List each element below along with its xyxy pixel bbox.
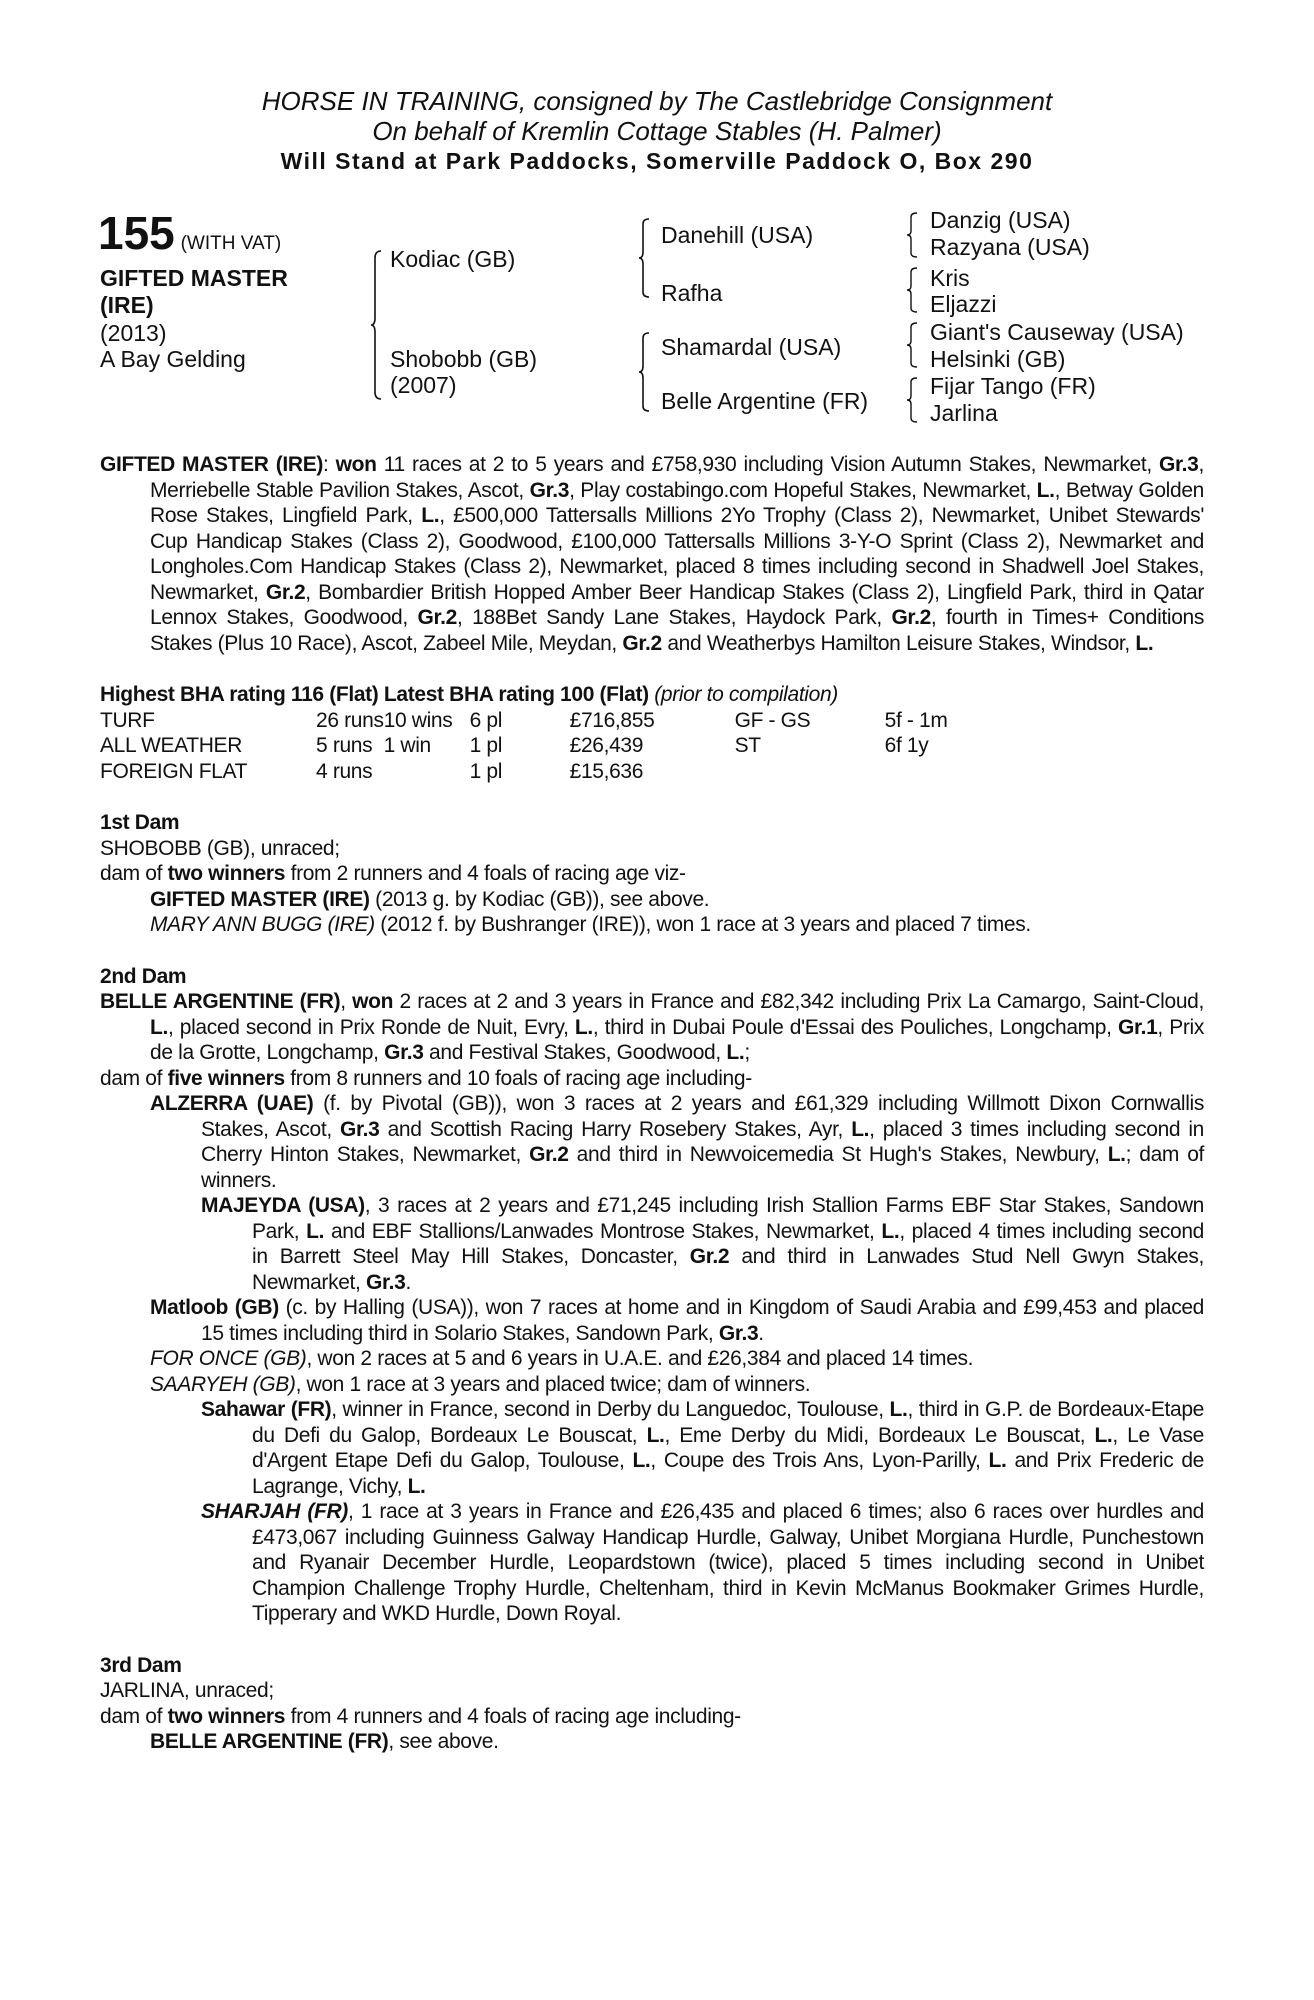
- dss: Giant's Causeway (USA): [930, 319, 1184, 345]
- text-run: , 1 race at 3 years in France and £26,435 and placed 6 times; also 6 races over hurdles and £473,067 including Guinness Galway Handicap Hurdle, Galway, Unibet Morgiana Hurdle, Punchestown and Ryanair December Hurdle, Leopardstown (twice), placed 5 times including second in Unibet Champion Challenge Trophy Hurdle, Cheltenham, third in Kevin McManus Bookmaker Grimes Hurdle, Tipperary and WKD Hurdle, Down Royal.: [252, 1500, 1204, 1625]
- stats-cell: 1 pl: [469, 759, 503, 783]
- brace-icon: [370, 250, 382, 400]
- text-run: , fourth in Times+ Conditions Stakes (Plus 10 Race), Ascot, Zabeel Mile, Meydan,: [150, 606, 1204, 655]
- stats-cell: 6 pl: [469, 708, 503, 732]
- text-run: from 2 runners and 4 foals of racing age viz-: [285, 862, 686, 885]
- brace-icon: [906, 267, 918, 313]
- dsd: Helsinki (GB): [930, 346, 1066, 372]
- sss: Danzig (USA): [930, 207, 1071, 233]
- text-run: , see above.: [388, 1730, 499, 1753]
- stats-row: [100, 733, 1005, 759]
- sire-sire: Danehill (USA): [661, 222, 814, 248]
- stats-cell: FOREIGN FLAT: [100, 759, 248, 783]
- text-run: (c. by Halling (USA)), won 7 races at home and in Kingdom of Saudi Arabia and £99,453 and placed 15 times including third in Solario Stakes, Sandown Park,: [201, 1296, 1204, 1345]
- text-run: , Le Vase d'Argent Etape Defi du Galop, Toulouse,: [252, 1423, 1205, 1472]
- dam-heading: 2nd Dam: [100, 964, 187, 988]
- brace-icon: [906, 212, 918, 258]
- stats-cell: £26,439: [569, 734, 644, 757]
- sire: Kodiac (GB): [390, 246, 516, 272]
- dam-year: (2007): [390, 372, 457, 398]
- text-run: Gr.2: [689, 1245, 730, 1268]
- text-run: SHOBOBB (GB), unraced;: [100, 836, 340, 860]
- dam-section: [100, 810, 1204, 938]
- text-run: , placed 3 times including second in Cherry Hinton Stakes, Newmarket,: [201, 1117, 1205, 1166]
- text-run: Gr.3: [339, 1117, 380, 1141]
- paragraph: [100, 1295, 1204, 1346]
- dam-section: [100, 964, 1204, 1627]
- text-run: .: [758, 1321, 764, 1345]
- text-run: from 8 runners and 10 foals of racing age including-: [284, 1066, 752, 1090]
- horse-country: (IRE): [100, 292, 154, 318]
- stats-row: [100, 759, 1005, 785]
- stats-cell: TURF: [100, 708, 155, 732]
- text-run: two winners: [167, 862, 286, 885]
- ddd: Jarlina: [930, 400, 998, 426]
- text-run: L.: [632, 1449, 651, 1472]
- sdd: Eljazzi: [930, 291, 997, 317]
- lot-number: 155: [98, 207, 175, 259]
- text-run: dam of: [100, 1704, 168, 1728]
- text-run: (prior to compilation): [648, 683, 838, 706]
- race-record: [100, 452, 1204, 708]
- stats-cell: [384, 759, 470, 785]
- paragraph: [100, 989, 1204, 1066]
- dam-section: [100, 1653, 1204, 1755]
- paragraph: [100, 452, 1204, 656]
- paragraph: [100, 1499, 1204, 1627]
- text-run: Highest BHA rating 116 (Flat) Latest BHA rating 100 (Flat): [100, 683, 649, 706]
- text-run: and Scottish Racing Harry Rosebery Stakes, Ayr,: [379, 1117, 852, 1141]
- brace-icon: [906, 377, 918, 423]
- text-run: GIFTED MASTER (IRE): [150, 887, 370, 911]
- text-run: dam of: [100, 862, 168, 885]
- text-run: dam of: [100, 1066, 168, 1090]
- text-run: and third in Newvoicemedia St Hugh's Stakes, Newbury,: [568, 1143, 1108, 1166]
- text-run: MAJEYDA (USA): [201, 1194, 365, 1217]
- text-run: (f. by Pivotal (GB)), won 3 races at 2 years and £61,329 including Willmott Dixon Cornwallis Stakes, Ascot,: [201, 1092, 1204, 1141]
- horse-description: A Bay Gelding: [100, 346, 246, 372]
- foaling-year: (2013): [100, 320, 167, 346]
- dam-heading: 1st Dam: [100, 811, 180, 834]
- paragraph: [100, 1678, 1204, 1704]
- consignment-title: HORSE IN TRAINING, consigned by The Castlebridge Consignment: [261, 86, 1053, 116]
- text-run: BELLE ARGENTINE (FR): [100, 990, 341, 1013]
- text-run: , won 1 race at 3 years and placed twice; dam of winners.: [295, 1372, 811, 1396]
- paragraph: [100, 836, 1204, 862]
- text-run: won: [335, 453, 377, 476]
- stats-cell: 1 win: [383, 734, 431, 757]
- text-run: , Coupe des Trois Ans, Lyon-Parilly,: [650, 1449, 989, 1472]
- stats-cell: ALL WEATHER: [100, 734, 243, 757]
- text-run: L.: [851, 1117, 870, 1141]
- paragraph: [100, 1397, 1204, 1499]
- stats-cell: 5 runs: [316, 734, 373, 757]
- text-run: , 3 races at 2 years and £71,245 including Irish Stallion Farms EBF Star Stakes, Sandown Park,: [252, 1194, 1204, 1243]
- dam-sections: [100, 810, 1204, 1755]
- stats-cell: £716,855: [569, 708, 655, 732]
- text-run: SAARYEH (GB): [150, 1372, 296, 1396]
- stats-cell: [885, 759, 1005, 785]
- brace-icon: [638, 218, 650, 298]
- text-run: five winners: [167, 1066, 285, 1090]
- paragraph: [100, 887, 1204, 913]
- stats-cell: 10 wins: [383, 708, 453, 732]
- text-run: two winners: [167, 1704, 286, 1728]
- paragraph: [100, 1193, 1204, 1295]
- paragraph: [100, 861, 1204, 887]
- stats-row: [100, 708, 1005, 734]
- sds: Kris: [930, 265, 970, 291]
- text-run: Gr.2: [891, 606, 931, 629]
- text-run: SHARJAH (FR): [201, 1500, 348, 1523]
- text-run: Matloob (GB): [150, 1296, 279, 1319]
- text-run: from 4 runners and 4 foals of racing age including-: [285, 1704, 741, 1728]
- text-run: Sahawar (FR): [201, 1398, 332, 1421]
- text-run: L.: [726, 1041, 745, 1064]
- text-run: , third in Dubai Poule d'Essai des Pouliches, Longchamp,: [592, 1015, 1118, 1039]
- text-run: 11 races at 2 to 5 years and £758,930 including Vision Autumn Stakes, Newmarket,: [376, 453, 1160, 476]
- text-run: MARY ANN BUGG (IRE): [150, 913, 375, 936]
- stats-cell: £15,636: [569, 759, 644, 783]
- stats-cell: 6f 1y: [884, 734, 929, 757]
- text-run: Gr.2: [529, 1143, 569, 1166]
- text-run: won: [352, 990, 394, 1013]
- text-run: L.: [150, 1015, 168, 1039]
- paragraph: [100, 1091, 1204, 1193]
- text-run: FOR ONCE (GB): [150, 1347, 307, 1370]
- paragraph: [100, 1729, 1204, 1755]
- text-run: and Weatherbys Hamilton Leisure Stakes, Windsor,: [661, 631, 1136, 655]
- text-run: 2 races at 2 and 3 years in France and £82,342 including Prix La Camargo, Saint-Cloud,: [393, 990, 1204, 1013]
- text-run: Gr.2: [622, 631, 662, 655]
- text-run: , £500,000 Tattersalls Millions 2Yo Trophy (Class 2), Newmarket, Unibet Stewards' Cup Handicap Stakes (Class 2), Goodwood, £100,000 Tattersalls Millions 3-Y-O Sprint (Class 2), Newmarket and Longholes.Com Handicap Stakes (Class 2), Newmarket, placed 8 times including second in Shadwell Joel Stakes, Newmarket,: [150, 504, 1204, 604]
- stats-cell: GF - GS: [734, 708, 811, 732]
- text-run: Gr.1: [1117, 1015, 1158, 1039]
- text-run: , third in G.P. de Bordeaux-Etape du Defi du Galop, Bordeaux Le Bouscat,: [252, 1398, 1204, 1447]
- text-run: L.: [1107, 1143, 1126, 1166]
- dam: Shobobb (GB): [390, 346, 538, 372]
- text-run: L.: [881, 1219, 900, 1243]
- paragraph: [100, 1066, 1204, 1092]
- text-run: Gr.3: [718, 1321, 759, 1345]
- consignor-subtitle: On behalf of Kremlin Cottage Stables (H. Palmer): [372, 116, 942, 146]
- text-run: :: [323, 453, 336, 476]
- dds: Fijar Tango (FR): [930, 373, 1096, 399]
- text-run: , 188Bet Sandy Lane Stakes, Haydock Park,: [456, 606, 892, 629]
- stats-cell: ST: [734, 734, 761, 757]
- text-run: , Bombardier British Hopped Amber Beer Handicap Stakes (Class 2), Lingfield Park, third in Qatar Lennox Stakes, Goodwood,: [150, 580, 1204, 629]
- text-run: , won 2 races at 5 and 6 years in U.A.E. and £26,384 and placed 14 times.: [306, 1347, 974, 1370]
- text-run: Gr.3: [384, 1041, 424, 1064]
- horse-name: GIFTED MASTER: [100, 265, 288, 291]
- ssd: Razyana (USA): [930, 234, 1090, 260]
- text-run: L.: [889, 1398, 908, 1421]
- paragraph: [100, 1372, 1204, 1398]
- text-run: , Prix de la Grotte, Longchamp,: [150, 1015, 1204, 1064]
- text-run: Gr.3: [1159, 453, 1199, 476]
- brace-icon: [906, 322, 918, 368]
- text-run: L.: [988, 1449, 1007, 1472]
- text-run: L.: [421, 504, 440, 527]
- text-run: Gr.2: [417, 606, 457, 629]
- stats-cell: 26 runs: [316, 708, 384, 732]
- text-run: Gr.2: [265, 580, 306, 604]
- text-run: L.: [407, 1474, 426, 1498]
- text-run: BELLE ARGENTINE (FR): [150, 1730, 389, 1753]
- text-run: L.: [574, 1015, 593, 1039]
- text-run: , Play costabingo.com Hopeful Stakes, Newmarket,: [569, 478, 1037, 502]
- paragraph: [100, 1704, 1204, 1730]
- text-run: and EBF Stallions/Lanwades Montrose Stakes, Newmarket,: [324, 1219, 882, 1243]
- dam-sire: Shamardal (USA): [661, 334, 842, 360]
- text-run: ,: [340, 990, 353, 1013]
- stand-location: Will Stand at Park Paddocks, Somerville Paddock O, Box 290: [280, 148, 1034, 174]
- stats-cell: 5f - 1m: [884, 708, 948, 732]
- paragraph: [100, 682, 1204, 708]
- text-run: L.: [306, 1219, 325, 1243]
- text-run: , Merriebelle Stable Pavilion Stakes, Ascot,: [150, 453, 1204, 502]
- text-run: and Festival Stakes, Goodwood,: [423, 1041, 727, 1064]
- text-run: and third in Lanwades Stud Nell Gwyn Stakes, Newmarket,: [252, 1245, 1204, 1294]
- dam-dam: Belle Argentine (FR): [661, 388, 869, 414]
- race-stats-table: [100, 708, 1005, 785]
- text-run: , placed second in Prix Ronde de Nuit, Evry,: [167, 1015, 575, 1039]
- text-run: L.: [1094, 1423, 1113, 1447]
- text-run: , Betway Golden Rose Stakes, Lingfield Park,: [150, 478, 1204, 527]
- stats-cell: 4 runs: [316, 759, 373, 783]
- sire-dam: Rafha: [661, 280, 723, 306]
- text-run: (2013 g. by Kodiac (GB)), see above.: [369, 887, 710, 911]
- paragraph: [100, 1346, 1204, 1372]
- text-run: , Eme Derby du Midi, Bordeaux Le Bouscat,: [664, 1423, 1095, 1447]
- vat-note: (WITH VAT): [180, 233, 282, 254]
- text-run: , winner in France, second in Derby du Languedoc, Toulouse,: [331, 1398, 890, 1421]
- text-run: ; dam of winners.: [201, 1143, 1205, 1192]
- text-run: L.: [1135, 631, 1154, 655]
- text-run: GIFTED MASTER (IRE): [100, 453, 324, 476]
- text-run: ;: [744, 1041, 750, 1064]
- text-run: L.: [1036, 478, 1055, 502]
- text-run: Gr.3: [529, 478, 570, 502]
- stats-cell: [735, 759, 885, 785]
- text-run: and Prix Frederic de Lagrange, Vichy,: [252, 1449, 1204, 1498]
- stats-cell: 1 pl: [469, 734, 503, 757]
- paragraph: [100, 912, 1204, 938]
- text-run: Gr.3: [366, 1270, 406, 1294]
- brace-icon: [638, 332, 650, 412]
- text-run: (2012 f. by Bushranger (IRE)), won 1 race at 3 years and placed 7 times.: [374, 913, 1031, 936]
- catalogue-body: [100, 452, 1204, 1755]
- text-run: JARLINA, unraced;: [100, 1679, 274, 1702]
- text-run: , placed 4 times including second in Barrett Steel May Hill Stakes, Doncaster,: [252, 1219, 1205, 1268]
- text-run: L.: [646, 1423, 665, 1447]
- text-run: .: [405, 1270, 411, 1294]
- text-run: ALZERRA (UAE): [150, 1092, 314, 1115]
- dam-heading: 3rd Dam: [100, 1653, 182, 1677]
